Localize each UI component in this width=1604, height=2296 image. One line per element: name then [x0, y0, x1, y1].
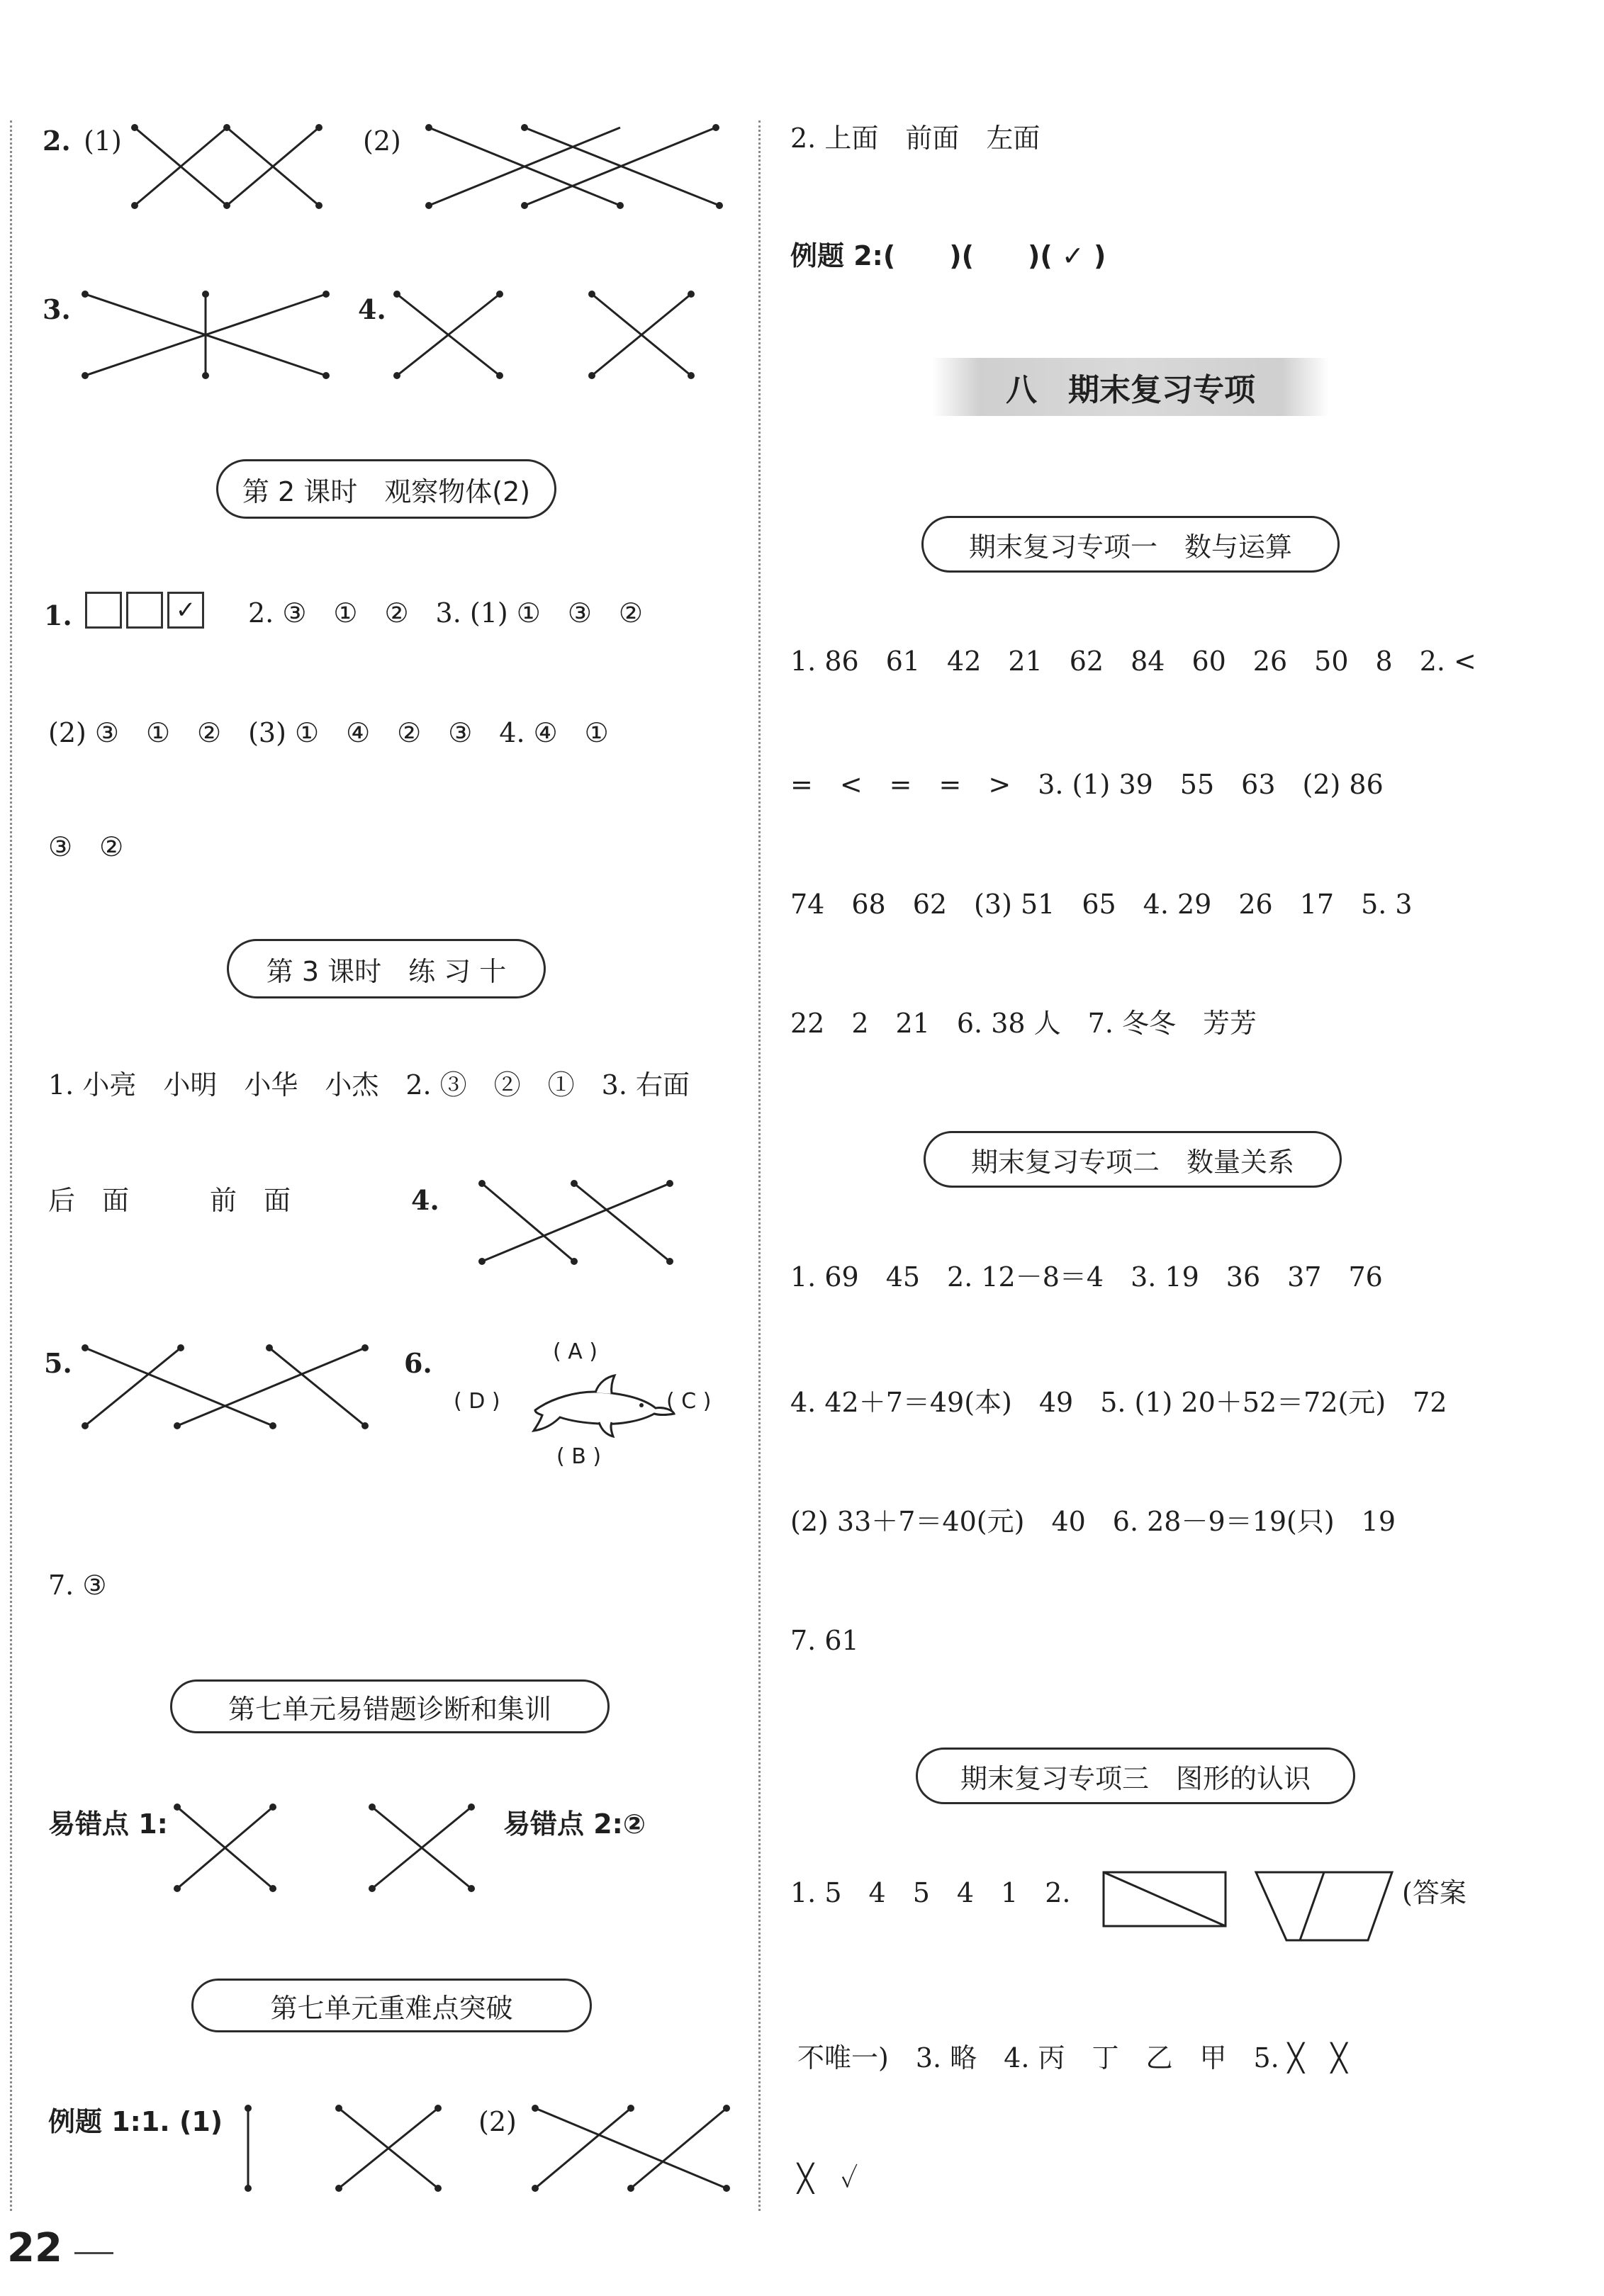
lesson3-q6-label: 6. — [404, 1347, 432, 1379]
dolphin-icon — [528, 1371, 677, 1442]
review3-line2: 不唯一) 3. 略 4. 丙 丁 乙 甲 5. ╳ ╳ — [797, 2042, 1347, 2073]
dolphin-label-b: ( B ) — [556, 1444, 602, 1469]
trapezoid-split — [1255, 1869, 1396, 1947]
answer-box-empty-1 — [85, 592, 122, 629]
section-title-unit7-key: 第七单元重难点突破 — [191, 1979, 592, 2032]
error-point-1-matching-b — [372, 1803, 478, 1896]
chapter-banner: 八 期末复习专项 — [932, 358, 1329, 416]
example1-part2-label: (2) — [478, 2106, 517, 2137]
lesson2-line2: (2) ③ ① ② (3) ① ④ ② ③ 4. ④ ① — [48, 717, 609, 748]
rectangle-with-diagonal — [1102, 1871, 1230, 1935]
error-point-1-matching — [177, 1803, 284, 1896]
section-title-lesson3: 第 3 课时 练 习 十 — [227, 939, 546, 998]
answer-box-empty-2 — [126, 592, 163, 629]
right-example2: 例题 2:( )( )( ✓ ) — [790, 240, 1106, 271]
left-q4-matching-a — [397, 291, 510, 383]
lesson3-line1: 1. 小亮 小明 小华 小杰 2. ③ ② ① 3. 右面 — [48, 1069, 690, 1101]
review2-line2: 4. 42＋7＝49(本) 49 5. (1) 20＋52＝72(元) 72 — [790, 1387, 1447, 1418]
review1-line3: 74 68 62 (3) 51 65 4. 29 26 17 5. 3 — [790, 889, 1413, 920]
dolphin-figure — [454, 1339, 723, 1481]
lesson3-q5-label: 5. — [44, 1347, 72, 1379]
lesson3-line2: 后 面 前 面 — [48, 1185, 291, 1216]
left-q2-part2: (2) — [363, 125, 401, 157]
example1-part1-line — [245, 2105, 259, 2197]
answer-box-checked: ✓ — [167, 592, 204, 629]
left-margin-divider — [10, 120, 12, 2211]
review2-line4: 7. 61 — [790, 1625, 859, 1656]
review1-line1: 1. 86 61 42 21 62 84 60 26 50 8 2. < — [790, 646, 1476, 677]
dolphin-label-d: ( D ) — [454, 1389, 500, 1414]
lesson3-q4-label: 4. — [411, 1184, 439, 1216]
left-q4-label: 4. — [358, 293, 386, 325]
left-q2-part1-matching — [135, 124, 333, 216]
review3-line3: ╳ ✓ — [797, 2163, 858, 2194]
right-top-line: 2. 上面 前面 左面 — [790, 123, 1041, 154]
example1-label: 例题 1:1. (1) — [48, 2106, 223, 2137]
lesson3-q4-matching — [482, 1180, 680, 1272]
review2-line1: 1. 69 45 2. 12－8＝4 3. 19 36 37 76 — [790, 1261, 1383, 1293]
review3-line1-a: 1. 5 4 5 4 1 2. — [790, 1877, 1071, 1908]
error-point-1-label: 易错点 1: — [48, 1808, 168, 1840]
example1-part1-cross — [339, 2105, 452, 2197]
lesson3-q7: 7. ③ — [48, 1570, 107, 1601]
left-q2-label: 2. — [43, 125, 71, 157]
left-q2-part1: (1) — [84, 125, 122, 157]
lesson2-q1-boxes — [85, 592, 204, 629]
footer-dash — [74, 2252, 113, 2254]
left-q3-matching — [85, 291, 333, 383]
lesson3-q5-matching — [85, 1344, 376, 1436]
review1-line2: = < = = > 3. (1) 39 55 63 (2) 86 — [790, 769, 1384, 800]
review1-line4: 22 2 21 6. 38 人 7. 冬冬 芳芳 — [790, 1008, 1257, 1039]
left-q3-label: 3. — [43, 293, 71, 325]
section-title-review2: 期末复习专项二 数量关系 — [924, 1131, 1342, 1188]
section-title-lesson2: 第 2 课时 观察物体(2) — [216, 459, 556, 519]
error-point-2: 易错点 2:② — [503, 1808, 646, 1840]
dolphin-label-a: ( A ) — [553, 1339, 598, 1364]
review2-line3: (2) 33＋7＝40(元) 40 6. 28－9＝19(只) 19 — [790, 1506, 1396, 1537]
lesson2-line1: 2. ③ ① ② 3. (1) ① ③ ② — [248, 597, 643, 629]
review3-line1-b: (答案 — [1402, 1877, 1466, 1908]
lesson2-line3: ③ ② — [48, 831, 124, 862]
section-title-review3: 期末复习专项三 图形的认识 — [916, 1748, 1355, 1804]
section-title-unit7-errors: 第七单元易错题诊断和集训 — [170, 1679, 610, 1733]
left-q2-part2-matching — [429, 124, 727, 216]
left-q4-matching-b — [592, 291, 705, 383]
lesson2-q1-label: 1. — [44, 600, 72, 631]
example1-part2-matching — [535, 2105, 741, 2197]
section-title-review1: 期末复习专项一 数与运算 — [921, 516, 1340, 573]
column-divider — [758, 120, 761, 2211]
page-number: 22 — [7, 2225, 62, 2271]
dolphin-label-c: ( C ) — [666, 1389, 712, 1414]
